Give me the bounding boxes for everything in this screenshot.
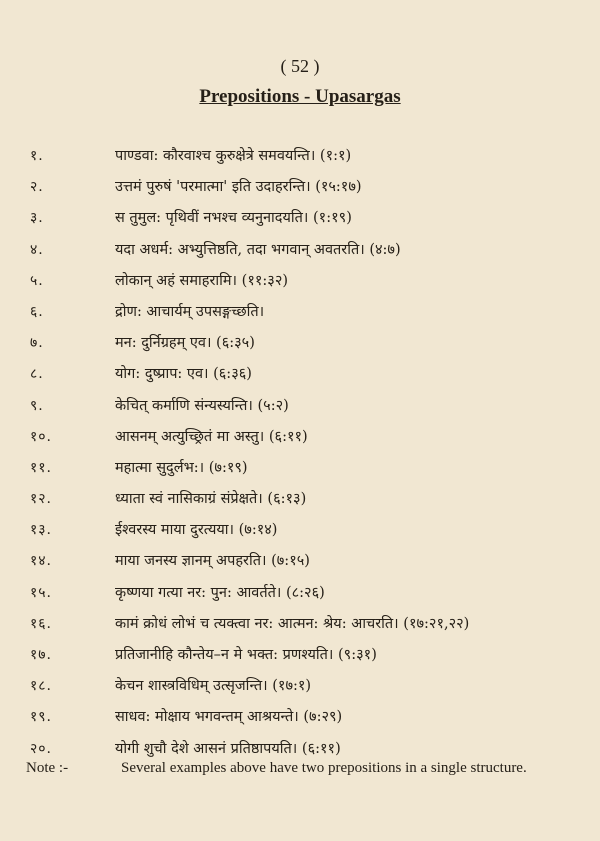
item-sentence: लोकान् अहं समाहरामि। (११:३२) xyxy=(115,272,289,289)
item-sentence: कामं क्रोधं लोभं च त्यक्त्वा नर: आत्मन: श्रेय: आचरति। (१७:२१,२२) xyxy=(115,615,470,632)
list-item xyxy=(0,454,600,485)
note-label: Note :- xyxy=(26,760,69,776)
item-number: १६. xyxy=(30,615,53,632)
list-item xyxy=(0,236,600,267)
item-sentence: माया जनस्य ज्ञानम् अपहरति। (७:१५) xyxy=(115,553,310,570)
item-sentence: केचित् कर्माणि संन्यस्यन्ति। (५:२) xyxy=(115,397,289,414)
item-sentence: साधव: मोक्षाय भगवन्तम् आश्रयन्ते। (७:२९) xyxy=(115,709,343,726)
list-item xyxy=(0,547,600,578)
item-sentence: आसनम् अत्युच्छ्रितं मा अस्तु। (६:११) xyxy=(115,428,308,445)
item-sentence: स तुमुल: पृथिवीं नभश्च व्यनुनादयति। (१:१९) xyxy=(115,210,352,227)
item-sentence: पाण्डवा: कौरवाश्च कुरुक्षेत्रे समवयन्ति। (१:१) xyxy=(115,148,352,164)
list-item xyxy=(0,392,600,423)
item-sentence: द्रोण: आचार्यम् उपसङ्गच्छति। xyxy=(115,303,265,320)
item-number: ११. xyxy=(30,459,53,476)
list-item xyxy=(0,516,600,547)
item-number: ३. xyxy=(30,210,44,227)
item-sentence: यदा अधर्म: अभ्युत्तिष्ठति, तदा भगवान् अवतरति। (४:७) xyxy=(115,241,401,258)
list-item xyxy=(0,672,600,703)
item-sentence: योग: दुष्प्राप: एव। (६:३६) xyxy=(115,366,252,383)
page-number: ( 52 ) xyxy=(280,56,320,76)
list-item xyxy=(0,485,600,516)
item-sentence: मन: दुर्निग्रहम् एव। (६:३५) xyxy=(115,335,255,352)
item-number: ९. xyxy=(30,397,44,414)
item-number: १५. xyxy=(30,584,53,601)
note-text: Several examples above have two prepositions in a single structure. xyxy=(121,760,527,776)
list-item xyxy=(0,641,600,672)
item-number: ५. xyxy=(30,272,44,289)
example-list xyxy=(0,142,600,766)
item-number: ४. xyxy=(30,241,44,258)
item-number: ६. xyxy=(30,303,44,320)
list-item xyxy=(0,142,600,173)
list-item xyxy=(0,360,600,391)
list-item xyxy=(0,610,600,641)
item-number: १०. xyxy=(30,428,53,445)
list-item xyxy=(0,267,600,298)
item-sentence: योगी शुचौ देशे आसनं प्रतिष्ठापयति। (६:११) xyxy=(115,740,341,757)
item-sentence: प्रतिजानीहि कौन्तेय–न मे भक्त: प्रणश्यति। (९:३१) xyxy=(115,647,377,663)
item-number: १३. xyxy=(30,522,53,539)
item-number: १७. xyxy=(30,647,53,663)
item-number: १९. xyxy=(30,709,53,726)
item-number: १४. xyxy=(30,553,53,570)
list-item xyxy=(0,204,600,235)
list-item xyxy=(0,298,600,329)
list-item xyxy=(0,329,600,360)
list-item xyxy=(0,703,600,734)
list-item xyxy=(0,579,600,610)
item-sentence: उत्तमं पुरुषं 'परमात्मा' इति उदाहरन्ति। (१५:१७) xyxy=(115,179,362,196)
item-number: २. xyxy=(30,179,44,196)
item-number: १२. xyxy=(30,491,53,508)
item-number: ७. xyxy=(30,335,44,352)
item-sentence: ईश्वरस्य माया दुरत्यया। (७:१४) xyxy=(115,522,278,539)
item-sentence: महात्मा सुदुर्लभ:। (७:१९) xyxy=(115,459,248,476)
item-sentence: कृष्णया गत्या नर: पुन: आवर्तते। (८:२६) xyxy=(115,584,325,601)
item-sentence: केचन शास्त्रविधिम् उत्सृजन्ति। (१७:१) xyxy=(115,678,312,695)
item-number: १८. xyxy=(30,678,53,695)
item-sentence: ध्याता स्वं नासिकाग्रं संप्रेक्षते। (६:१३) xyxy=(115,491,307,508)
list-item xyxy=(0,423,600,454)
item-number: २०. xyxy=(30,740,53,757)
item-number: १. xyxy=(30,148,44,164)
page-title: Prepositions - Upasargas xyxy=(199,86,401,107)
list-item xyxy=(0,173,600,204)
item-number: ८. xyxy=(30,366,44,383)
